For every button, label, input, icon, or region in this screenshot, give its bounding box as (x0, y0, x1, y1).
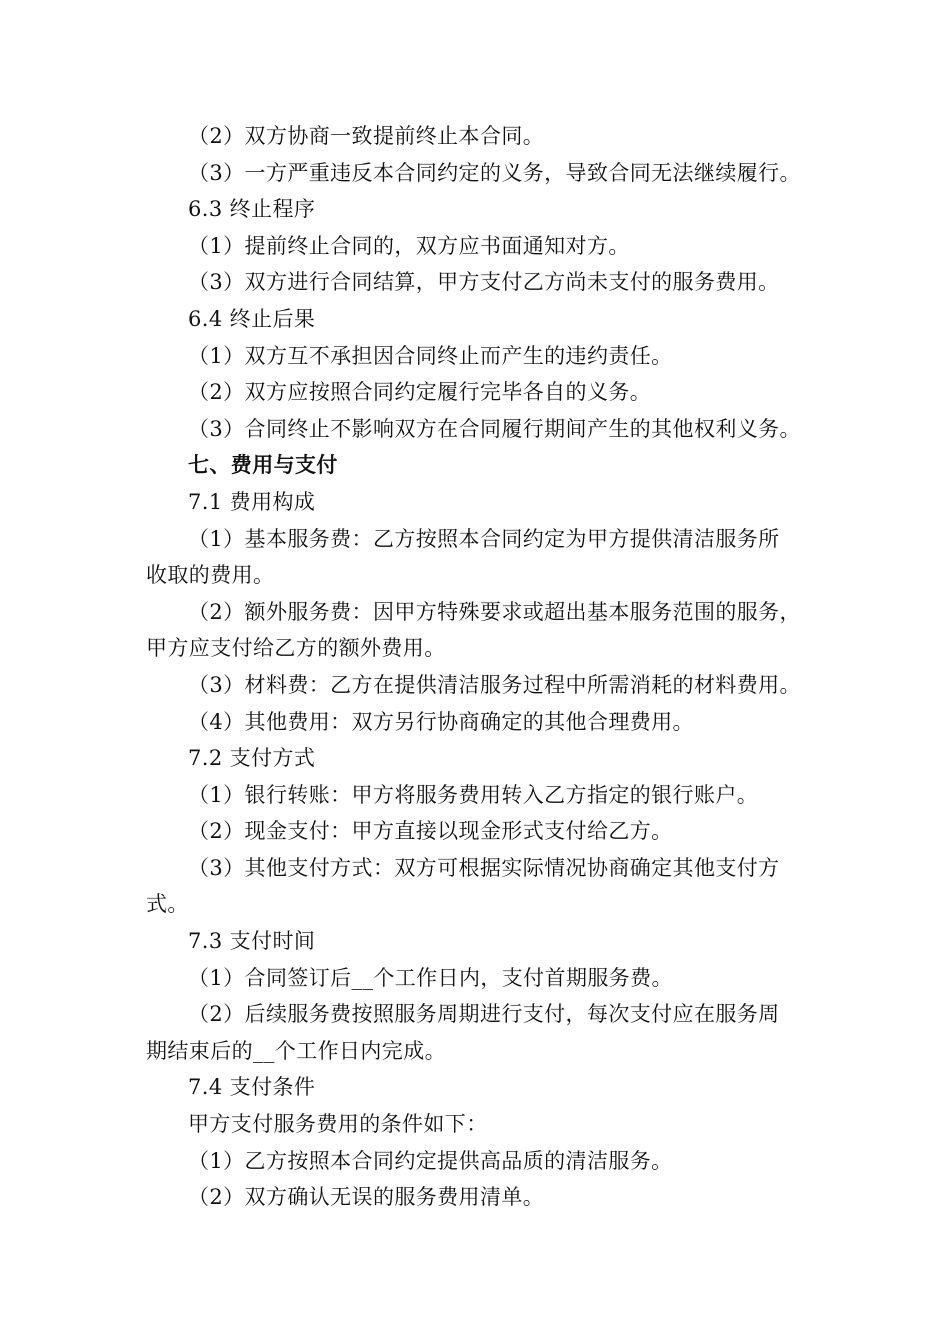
paragraph-line: （2）现金支付：甲方直接以现金形式支付给乙方。 (188, 819, 673, 844)
paragraph-line: （1）提前终止合同的，双方应书面通知对方。 (188, 233, 630, 258)
paragraph-line: （1）基本服务费：乙方按照本合同约定为甲方提供清洁服务所 (188, 526, 780, 551)
paragraph-line: 7.1 费用构成 (188, 489, 316, 514)
paragraph-line: （3）双方进行合同结算，甲方支付乙方尚未支付的服务费用。 (188, 270, 780, 295)
paragraph-line: （2）双方应按照合同约定履行完毕各自的义务。 (188, 380, 652, 405)
paragraph-line: 式。 (146, 892, 189, 917)
paragraph-line: （4）其他费用：双方另行协商确定的其他合理费用。 (188, 709, 694, 734)
paragraph-line: （3）合同终止不影响双方在合同履行期间产生的其他权利义务。 (188, 416, 801, 441)
paragraph-line: （3）一方严重违反本合同约定的义务，导致合同无法继续履行。 (188, 160, 801, 185)
paragraph-line: （2）后续服务费按照服务周期进行支付，每次支付应在服务周 (188, 1002, 780, 1027)
paragraph-line: 甲方支付服务费用的条件如下： (188, 1112, 488, 1137)
paragraph-line: （1）乙方按照本合同约定提供高品质的清洁服务。 (188, 1148, 673, 1173)
paragraph-line: 7.4 支付条件 (188, 1075, 316, 1100)
paragraph-line: 甲方应支付给乙方的额外费用。 (146, 636, 446, 661)
paragraph-line: 7.3 支付时间 (188, 929, 316, 954)
paragraph-line: 期结束后的__个工作日内完成。 (146, 1038, 446, 1063)
paragraph-line: （2）额外服务费：因甲方特殊要求或超出基本服务范围的服务， (188, 599, 801, 624)
paragraph-line: （1）双方互不承担因合同终止而产生的违约责任。 (188, 343, 673, 368)
paragraph-line: 收取的费用。 (146, 563, 275, 588)
paragraph-line: （2）双方协商一致提前终止本合同。 (188, 124, 545, 148)
paragraph-line: （1）银行转账：甲方将服务费用转入乙方指定的银行账户。 (188, 782, 759, 807)
paragraph-line: （3）其他支付方式：双方可根据实际情况协商确定其他支付方 (188, 855, 780, 880)
paragraph-line: 6.4 终止后果 (188, 306, 316, 331)
document-body (146, 118, 826, 1216)
paragraph-line: 7.2 支付方式 (188, 746, 316, 771)
paragraph-line: 6.3 终止程序 (188, 197, 316, 222)
section-heading: 七、费用与支付 (188, 452, 338, 478)
paragraph-line: （2）双方确认无误的服务费用清单。 (188, 1185, 545, 1210)
paragraph-line: （1）合同签订后__个工作日内，支付首期服务费。 (188, 965, 673, 990)
paragraph-line: （3）材料费：乙方在提供清洁服务过程中所需消耗的材料费用。 (188, 672, 801, 697)
